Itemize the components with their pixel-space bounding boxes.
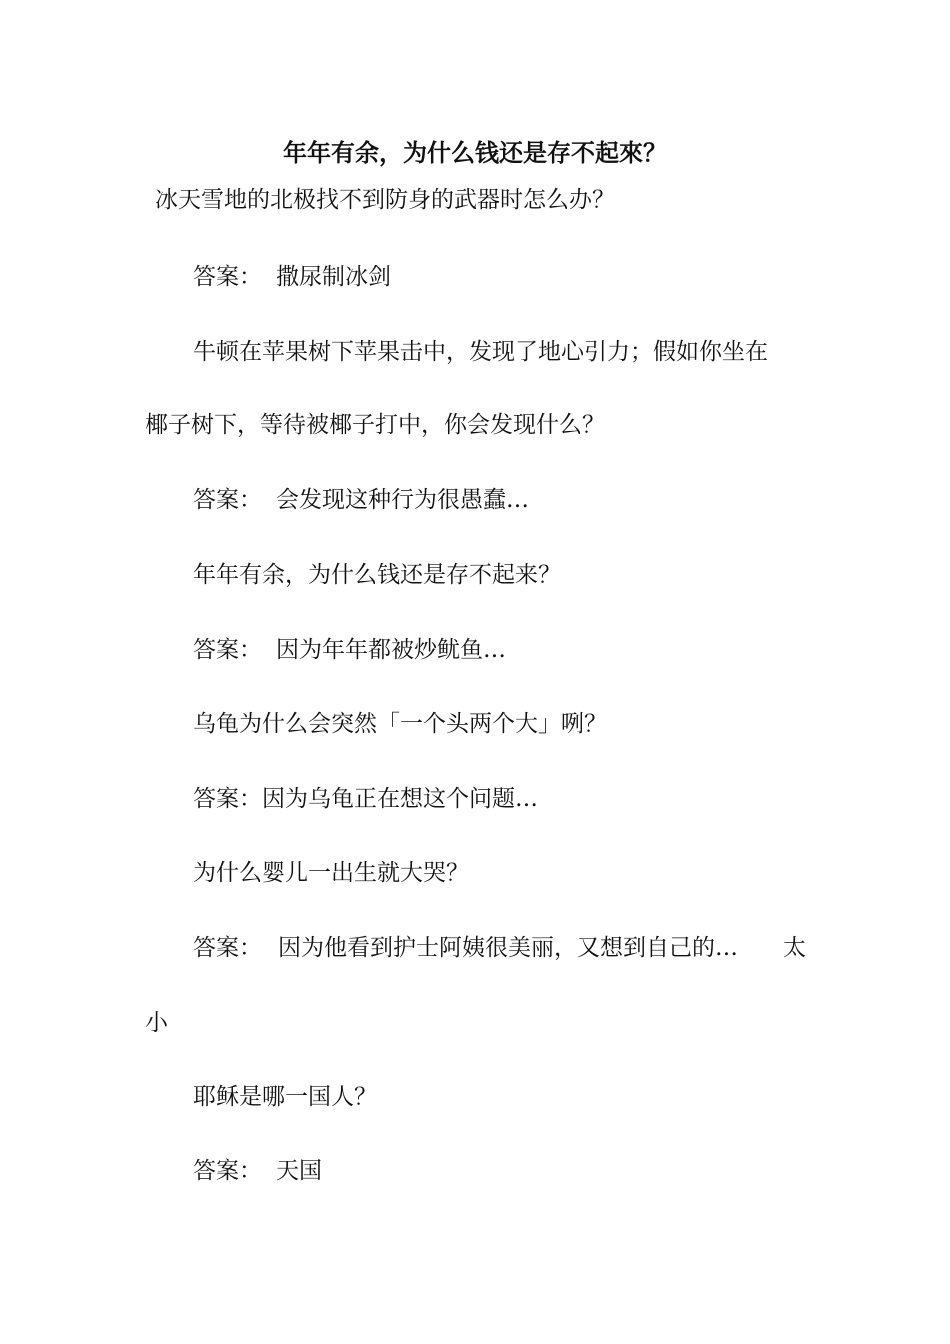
question-line: 乌龟为什么会突然「一个头两个大」咧？ (193, 711, 607, 737)
answer-label: 答案： (193, 264, 262, 290)
answer-label: 答案： (193, 1158, 262, 1184)
answer-label: 答案： (193, 935, 262, 961)
answer-line (193, 262, 391, 292)
answer-text-wrap: 太 (783, 935, 806, 961)
question-line: 牛顿在苹果树下苹果击中，发现了地心引力；假如你坐在 (193, 339, 768, 365)
answer-line (193, 485, 529, 515)
answer-text: 天国 (276, 1158, 322, 1184)
answer-text: 会发现这种行为很愚蠢… (276, 487, 529, 513)
answer-line: 答案：因为乌龟正在想这个问题… (193, 786, 538, 812)
question-line: 冰天雪地的北极找不到防身的武器时怎么办？ (155, 187, 615, 213)
answer-line (193, 933, 738, 963)
answer-text: 因为年年都被炒鱿鱼… (276, 637, 506, 663)
answer-text: 撒尿制冰剑 (276, 264, 391, 290)
question-line: 耶稣是哪一国人？ (193, 1084, 377, 1110)
answer-label: 答案： (193, 637, 262, 663)
question-line: 年年有余，为什么钱还是存不起来？ (193, 562, 561, 588)
answer-line (193, 635, 506, 665)
document-title: 年年有余，为什么钱还是存不起來？ (283, 138, 667, 167)
answer-label: 答案： (193, 487, 262, 513)
answer-line (193, 1156, 322, 1186)
answer-text-continued: 小 (145, 1010, 168, 1036)
answer-text: 因为他看到护士阿姨很美丽，又想到自己的… (278, 935, 738, 961)
question-line: 为什么婴儿一出生就大哭？ (193, 860, 469, 886)
question-line-continued: 椰子树下，等待被椰子打中，你会发现什么？ (145, 412, 605, 438)
